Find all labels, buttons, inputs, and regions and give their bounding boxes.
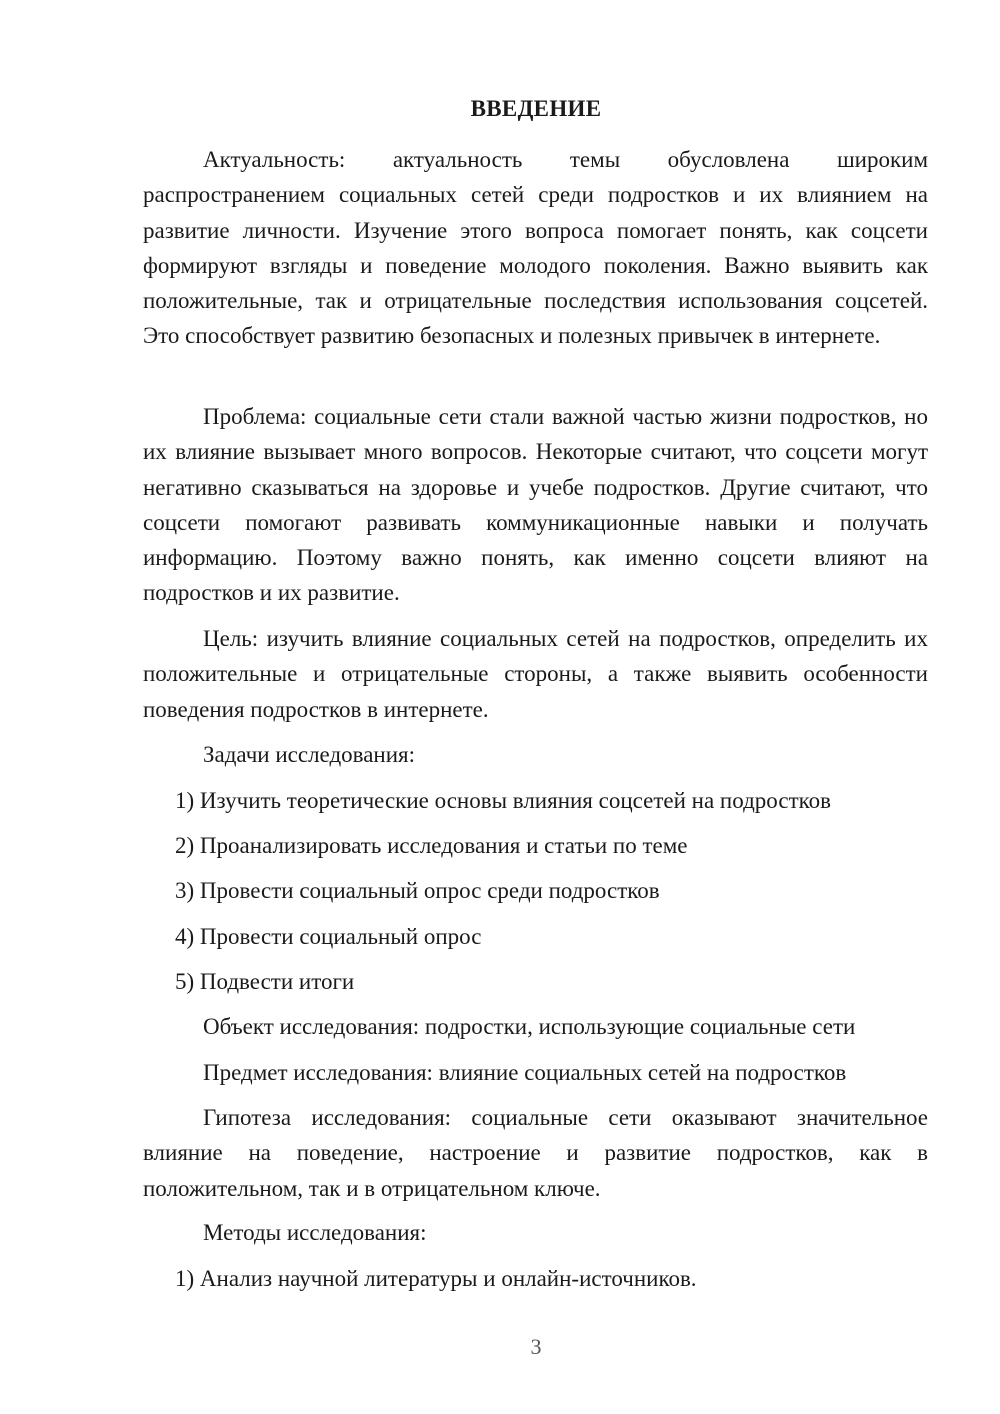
research-subject: Предмет исследования: влияние социальных сетей на подростков bbox=[203, 1060, 847, 1085]
methods-heading: Методы исследования: bbox=[203, 1220, 427, 1245]
task-item: 1) Изучить теоретические основы влияния соцсетей на подростков bbox=[175, 788, 831, 813]
goal-paragraph: Цель: изучить влияние социальных сетей на подростков, определить их положительные и отрицательные стороны, а также выявить особенности поведения подростков в интернете. bbox=[143, 626, 928, 722]
page-number: 3 bbox=[530, 1334, 542, 1359]
task-item: 3) Провести социальный опрос среди подростков bbox=[175, 878, 660, 903]
method-item: 1) Анализ научной литературы и онлайн-источников. bbox=[175, 1266, 697, 1291]
task-item: 5) Подвести итоги bbox=[175, 969, 355, 994]
relevance-paragraph: Актуальность: актуальность темы обусловлена широким распространением социальных сетей среди подростков и их влиянием на развитие личности. Изучение этого вопроса помогает понять, как соцсети формируют взгляды и поведение молодого поколения. Важно выявить как положительные, так и отрицательные последствия использования соцсетей. Это способствует развитию безопасных и полезных привычек в интернете. bbox=[143, 147, 928, 349]
page-title: ВВЕДЕНИЕ bbox=[470, 96, 602, 121]
tasks-heading: Задачи исследования: bbox=[203, 742, 416, 767]
hypothesis-paragraph: Гипотеза исследования: социальные сети оказывают значительное влияние на поведение, настроение и развитие подростков, как в положительном, так и в отрицательном ключе. bbox=[143, 1105, 928, 1201]
task-item: 4) Провести социальный опрос bbox=[175, 924, 482, 949]
research-object: Объект исследования: подростки, использующие социальные сети bbox=[203, 1014, 856, 1039]
problem-paragraph: Проблема: социальные сети стали важной частью жизни подростков, но их влияние вызывает много вопросов. Некоторые считают, что соцсети могут негативно сказываться на здоровье и учебе подростков. Другие считают, что соцсети помогают развивать коммуникационные навыки и получать информацию. Поэтому важно понять, как именно соцсети влияют на подростков и их развитие. bbox=[143, 404, 928, 606]
task-item: 2) Проанализировать исследования и статьи по теме bbox=[175, 833, 688, 858]
